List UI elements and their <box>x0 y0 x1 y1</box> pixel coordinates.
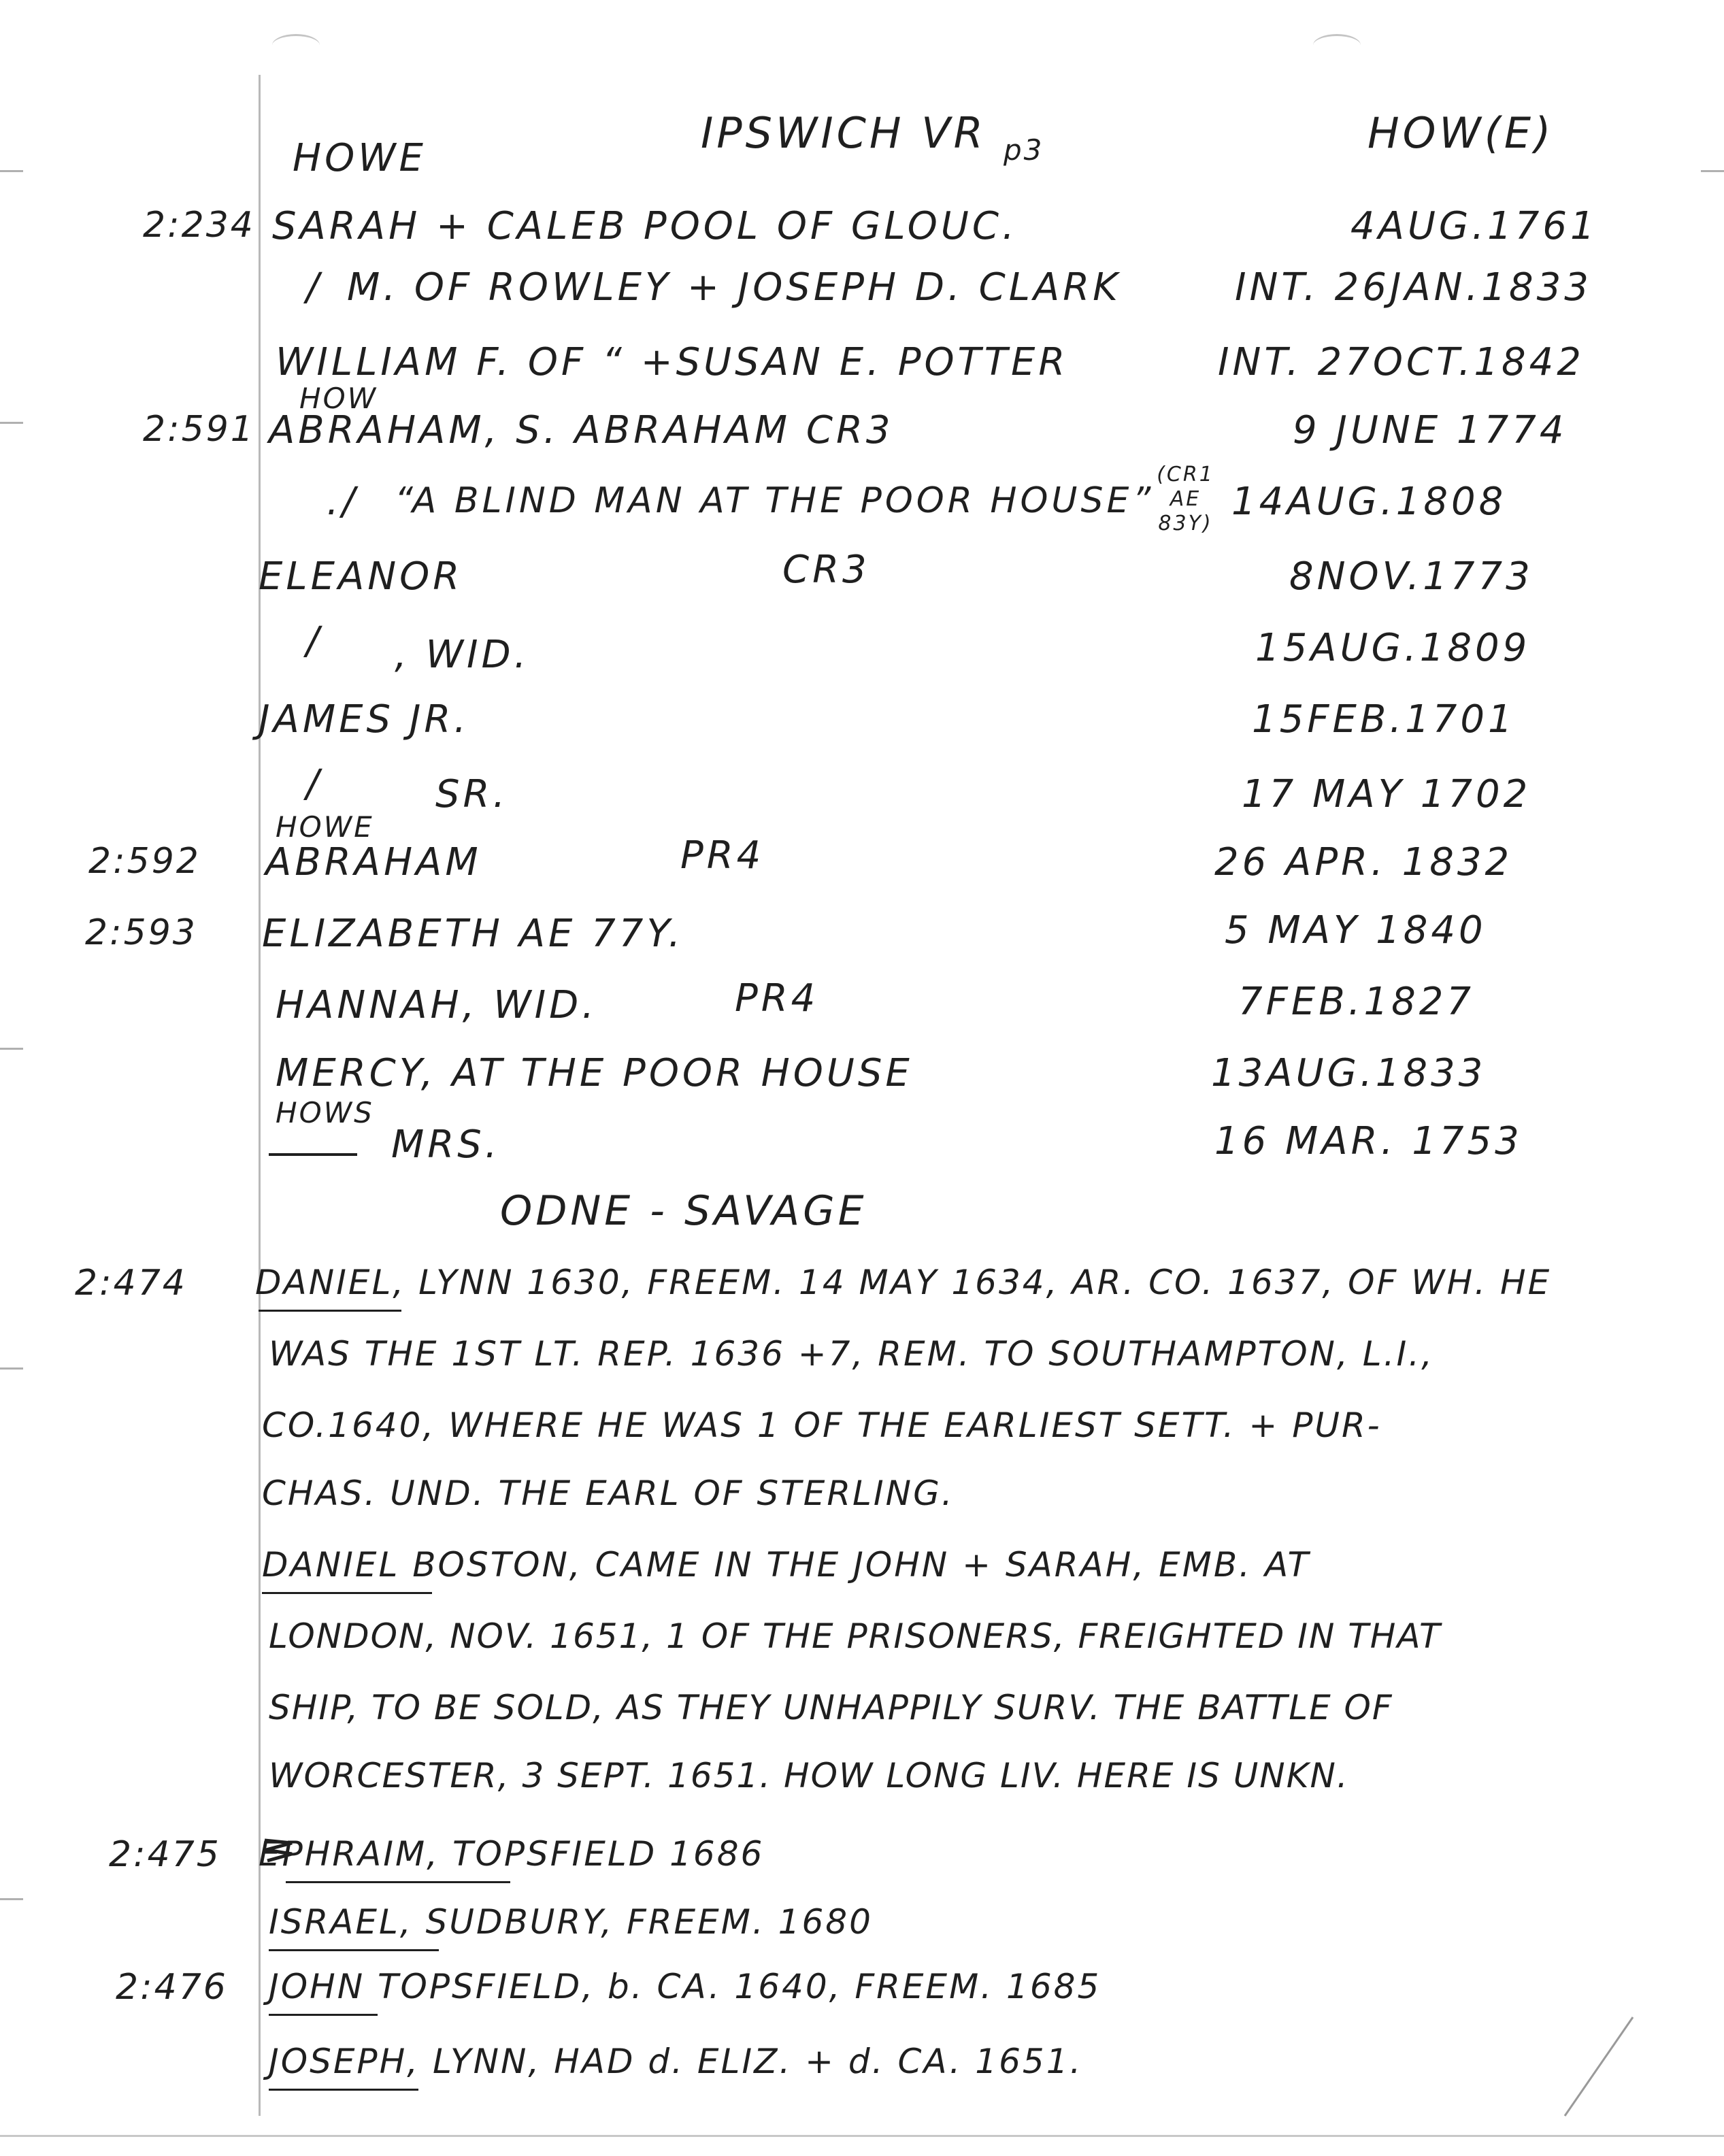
entry-date: 13AUG.1833 <box>1211 1051 1487 1095</box>
entry-name: ELIZABETH AE 77Y. <box>262 912 684 956</box>
margin-line <box>259 75 261 2116</box>
entry-date: 17 MAY 1702 <box>1242 772 1531 816</box>
header-page-ref: p3 <box>1004 133 1044 167</box>
entry-name: ABRAHAM, S. ABRAHAM CR3 <box>269 408 894 452</box>
entry-note: (CR1 AE 83Y) <box>1157 463 1214 535</box>
savage-line: JOHN TOPSFIELD, b. CA. 1640, FREEM. 1685 <box>269 1967 1101 2006</box>
entry-name: MERCY, AT THE POOR HOUSE <box>276 1051 913 1095</box>
savage-line: WORCESTER, 3 SEPT. 1651. HOW LONG LIV. HERE IS UNKN. <box>269 1756 1349 1795</box>
entry-ref: 2:591 <box>143 409 255 450</box>
punch-hole-mark <box>1313 34 1361 56</box>
margin-tick <box>0 170 23 172</box>
entry-date: INT. 26JAN.1833 <box>1235 265 1592 310</box>
name-underline <box>269 2014 378 2016</box>
entry-ditto-mark: / <box>306 265 322 310</box>
scribble-mark <box>262 1834 296 1868</box>
entry-ditto-mark: / <box>306 762 322 806</box>
entry-ditto-mark: ./ <box>327 480 359 524</box>
name-underline <box>269 2089 418 2091</box>
savage-line: EPHRAIM, TOPSFIELD 1686 <box>259 1834 765 1874</box>
entry-date: 15FEB.1701 <box>1252 697 1516 742</box>
entry-record-code: CR3 <box>782 548 870 592</box>
savage-ref: 2:474 <box>75 1263 187 1304</box>
entry-name: HANNAH, WID. <box>276 983 598 1027</box>
savage-line: LONDON, NOV. 1651, 1 OF THE PRISONERS, FREIGHTED IN THAT <box>269 1616 1442 1656</box>
entry-date: 7FEB.1827 <box>1238 980 1474 1024</box>
header-source-title: IPSWICH VR <box>701 108 987 158</box>
entry-date: 4AUG.1761 <box>1350 204 1598 248</box>
entry-name: MRS. <box>391 1123 501 1167</box>
entry-name: SR. <box>435 772 509 816</box>
name-underline <box>259 1310 401 1312</box>
section-title: ODNE - SAVAGE <box>500 1187 867 1235</box>
spelling-note: HOWS <box>276 1096 374 1129</box>
name-underline <box>269 1949 439 1951</box>
entry-ref: 2:592 <box>88 841 201 882</box>
entry-name: JAMES JR. <box>259 697 470 742</box>
entry-name: , WID. <box>395 633 530 677</box>
entry-date: INT. 27OCT.1842 <box>1218 340 1585 384</box>
margin-tick <box>0 422 23 424</box>
entry-ref: 2:234 <box>143 205 255 246</box>
savage-line: ISRAEL, SUDBURY, FREEM. 1680 <box>269 1902 873 1942</box>
entry-name: “A BLIND MAN AT THE POOR HOUSE” <box>395 480 1155 521</box>
page-bottom-edge <box>0 2135 1724 2137</box>
entry-record-code: PR4 <box>735 976 819 1021</box>
savage-ref: 2:476 <box>116 1967 228 2008</box>
entry-date: 14AUG.1808 <box>1231 480 1507 524</box>
entry-ref: 2:593 <box>85 912 197 953</box>
margin-tick <box>0 1048 23 1050</box>
entry-date: 9 JUNE 1774 <box>1293 408 1568 452</box>
entry-date: 15AUG.1809 <box>1255 626 1531 670</box>
header-surname-right: HOW(E) <box>1367 108 1555 158</box>
entry-date: 5 MAY 1840 <box>1225 908 1487 952</box>
entry-name: ELEANOR <box>259 554 463 599</box>
entry-date: 16 MAR. 1753 <box>1214 1119 1523 1163</box>
name-underline <box>262 1592 432 1594</box>
savage-line: JOSEPH, LYNN, HAD d. ELIZ. + d. CA. 1651. <box>269 2042 1083 2081</box>
savage-line: WAS THE 1ST LT. REP. 1636 +7, REM. TO SOUTHAMPTON, L.I., <box>269 1334 1435 1374</box>
spelling-note: HOW <box>299 382 378 415</box>
savage-line: DANIEL BOSTON, CAME IN THE JOHN + SARAH, EMB. AT <box>262 1545 1311 1585</box>
entry-record-code: PR4 <box>680 833 765 878</box>
savage-ref: 2:475 <box>109 1834 221 1875</box>
entry-name: M. OF ROWLEY + JOSEPH D. CLARK <box>347 265 1121 310</box>
savage-line: DANIEL, LYNN 1630, FREEM. 14 MAY 1634, AR. CO. 1637, OF WH. HE <box>255 1263 1552 1302</box>
savage-line: CHAS. UND. THE EARL OF STERLING. <box>262 1474 955 1513</box>
entry-date: 8NOV.1773 <box>1289 554 1534 599</box>
entry-name: SARAH + CALEB POOL OF GLOUC. <box>272 204 1018 248</box>
entry-ditto-mark: / <box>306 619 322 663</box>
corner-scratch-mark <box>1558 2014 1640 2123</box>
entry-date: 26 APR. 1832 <box>1214 840 1513 884</box>
entry-name: ABRAHAM <box>265 840 482 884</box>
margin-tick <box>0 1898 23 1900</box>
punch-hole-mark <box>272 34 320 56</box>
name-underline <box>286 1881 510 1883</box>
spelling-note: HOWE <box>276 810 374 844</box>
savage-line: SHIP, TO BE SOLD, AS THEY UNHAPPILY SURV. THE BATTLE OF <box>269 1688 1393 1727</box>
savage-line: CO.1640, WHERE HE WAS 1 OF THE EARLIEST SETT. + PUR- <box>262 1406 1382 1445</box>
margin-tick <box>0 1367 23 1370</box>
header-surname-left: HOWE <box>293 136 427 180</box>
margin-tick <box>1701 170 1724 172</box>
entry-ditto-dash <box>269 1153 357 1156</box>
entry-name: WILLIAM F. OF “ +SUSAN E. POTTER <box>276 340 1069 384</box>
